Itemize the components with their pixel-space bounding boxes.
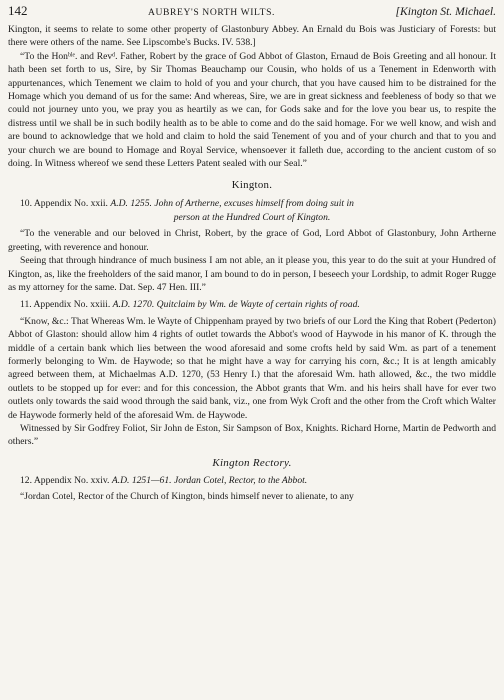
section-heading-kington-rectory: Kington Rectory. [212, 456, 292, 469]
paragraph-quitclaim: “Know, &c.: That Whereas Wm. le Wayte of Chippenham prayed by two briefs of our Lord the King that Robert (Pederton) Abbot of Glaston: should allow him 4 rights of outlet towards the Abbot's wood of Haywode in his manor of K. through the middle of a certain bank which lies between the wood aforesaid and some crofts held by said Wm. as part of a tenement formerly belonging to Wm. de Haywode; so that he might have a way for carrying his corn, &c.; It is at length amicably agreed between them, at Michaelmas A.D. 1270, (53 Henry I.) that the aforesaid Wm. hath allowed, &c., the two middle outlets to be stopped up for ever: and for this concession, the Abbot grants that Wm. and his heirs shall have for ever two outlets only towards the said wood through the said bank, viz., one from Wyk Croft and the other from the Croft which Walter de Haywode formerly held of the aforesaid Wm. de Haywode. [8, 315, 496, 421]
paragraph-jordan-cotel: “Jordan Cotel, Rector of the Church of Kington, binds himself never to alienate, to any [20, 491, 354, 503]
page-header [8, 3, 496, 19]
section-heading-kington: Kington. [231, 179, 273, 192]
appendix-subject: Quitclaim by Wm. de Wayte of certain rights of road. [156, 299, 360, 311]
paragraph-artherne-body: Seeing that through hindrance of much business I am not able, an it please you, this year to do the suit at your Hundred of Kington, as, like the freeholders of the said manor, I am bound to do in person, I beseech your Lordship, to admit Roger Rugge as my attorney for the same. Dat. Sep. 47 Hen. III.” [8, 255, 496, 293]
paragraph-witnesses: Witnessed by Sir Godfrey Foliot, Sir John de Eston, Sir Sampson of Box, Knights. Richard Horne, Martin de Pedworth and others.” [8, 422, 496, 448]
appendix-label: 11. Appendix No. xxiii. [20, 299, 111, 311]
running-title: AUBREY'S NORTH WILTS. [147, 7, 276, 18]
page-number: 142 [8, 3, 28, 18]
appendix-subject-continuation: person at the Hundred Court of Kington. [173, 211, 331, 223]
appendix-subject: John of Artherne, excuses himself from doing suit in [154, 198, 354, 210]
chapter-tag: [Kington St. Michael. [395, 5, 496, 18]
appendix-date: A.D. 1255. [110, 198, 152, 210]
appendix-label: 10. Appendix No. xxii. [20, 198, 108, 210]
appendix-heading-11 [8, 298, 496, 311]
paragraph-intro: Kington, it seems to relate to some other property of Glastonbury Abbey. An Ernald du Bois was Justiciary of Forests: but there were others of the name. See Lipscombe's Bucks. IV. 538.] [8, 24, 496, 49]
appendix-heading-12 [8, 474, 496, 487]
paragraph-letter-ernaud: “To the Honᵇˡᵉ. and Revᵈ. Father, Robert by the grace of God Abbot of Glaston, Ernaud de Bois Greeting and all honour. It hath been set forth to us, Sire, by Sir Thomas Beauchamp our Cousin, who holds of us a Tenement in Edenworth with appurtenances, which Tenement we claim to hold of you and your church, that you have caused him to be distrained for the Homage which you demand of us for the same: And whereas, Sire, we are in great sickness and feebleness of body so that we could not journey unto you, we pray you as heartily as we can, for Gods sake and for the love you bear us, to respite the distress until we shall be in such bodily health as to be able to come and do the said homage. For we well know, and wish and are bound to acknowledge that we hold and claim to hold the said Tenement of you and of your church and that to you and your church we are bound to Homage and Royal Service, whensoever it falleth due, according to the ancient custom of so doing. In Witness whereof we send these Letters Patent sealed with our Seal.” [8, 50, 496, 170]
appendix-date: A.D. 1251—61. [111, 474, 172, 486]
paragraph-artherne-greeting: “To the venerable and our beloved in Christ, Robert, by the grace of God, Lord Abbot of Glastonbury, John Artherne greeting, with reverence and honour. [8, 228, 496, 253]
appendix-date: A.D. 1270. [112, 299, 155, 311]
appendix-heading-10 [8, 197, 496, 224]
appendix-label: 12. Appendix No. xxiv. [20, 474, 110, 486]
appendix-subject: Jordan Cotel, Rector, to the Abbot. [173, 474, 308, 486]
